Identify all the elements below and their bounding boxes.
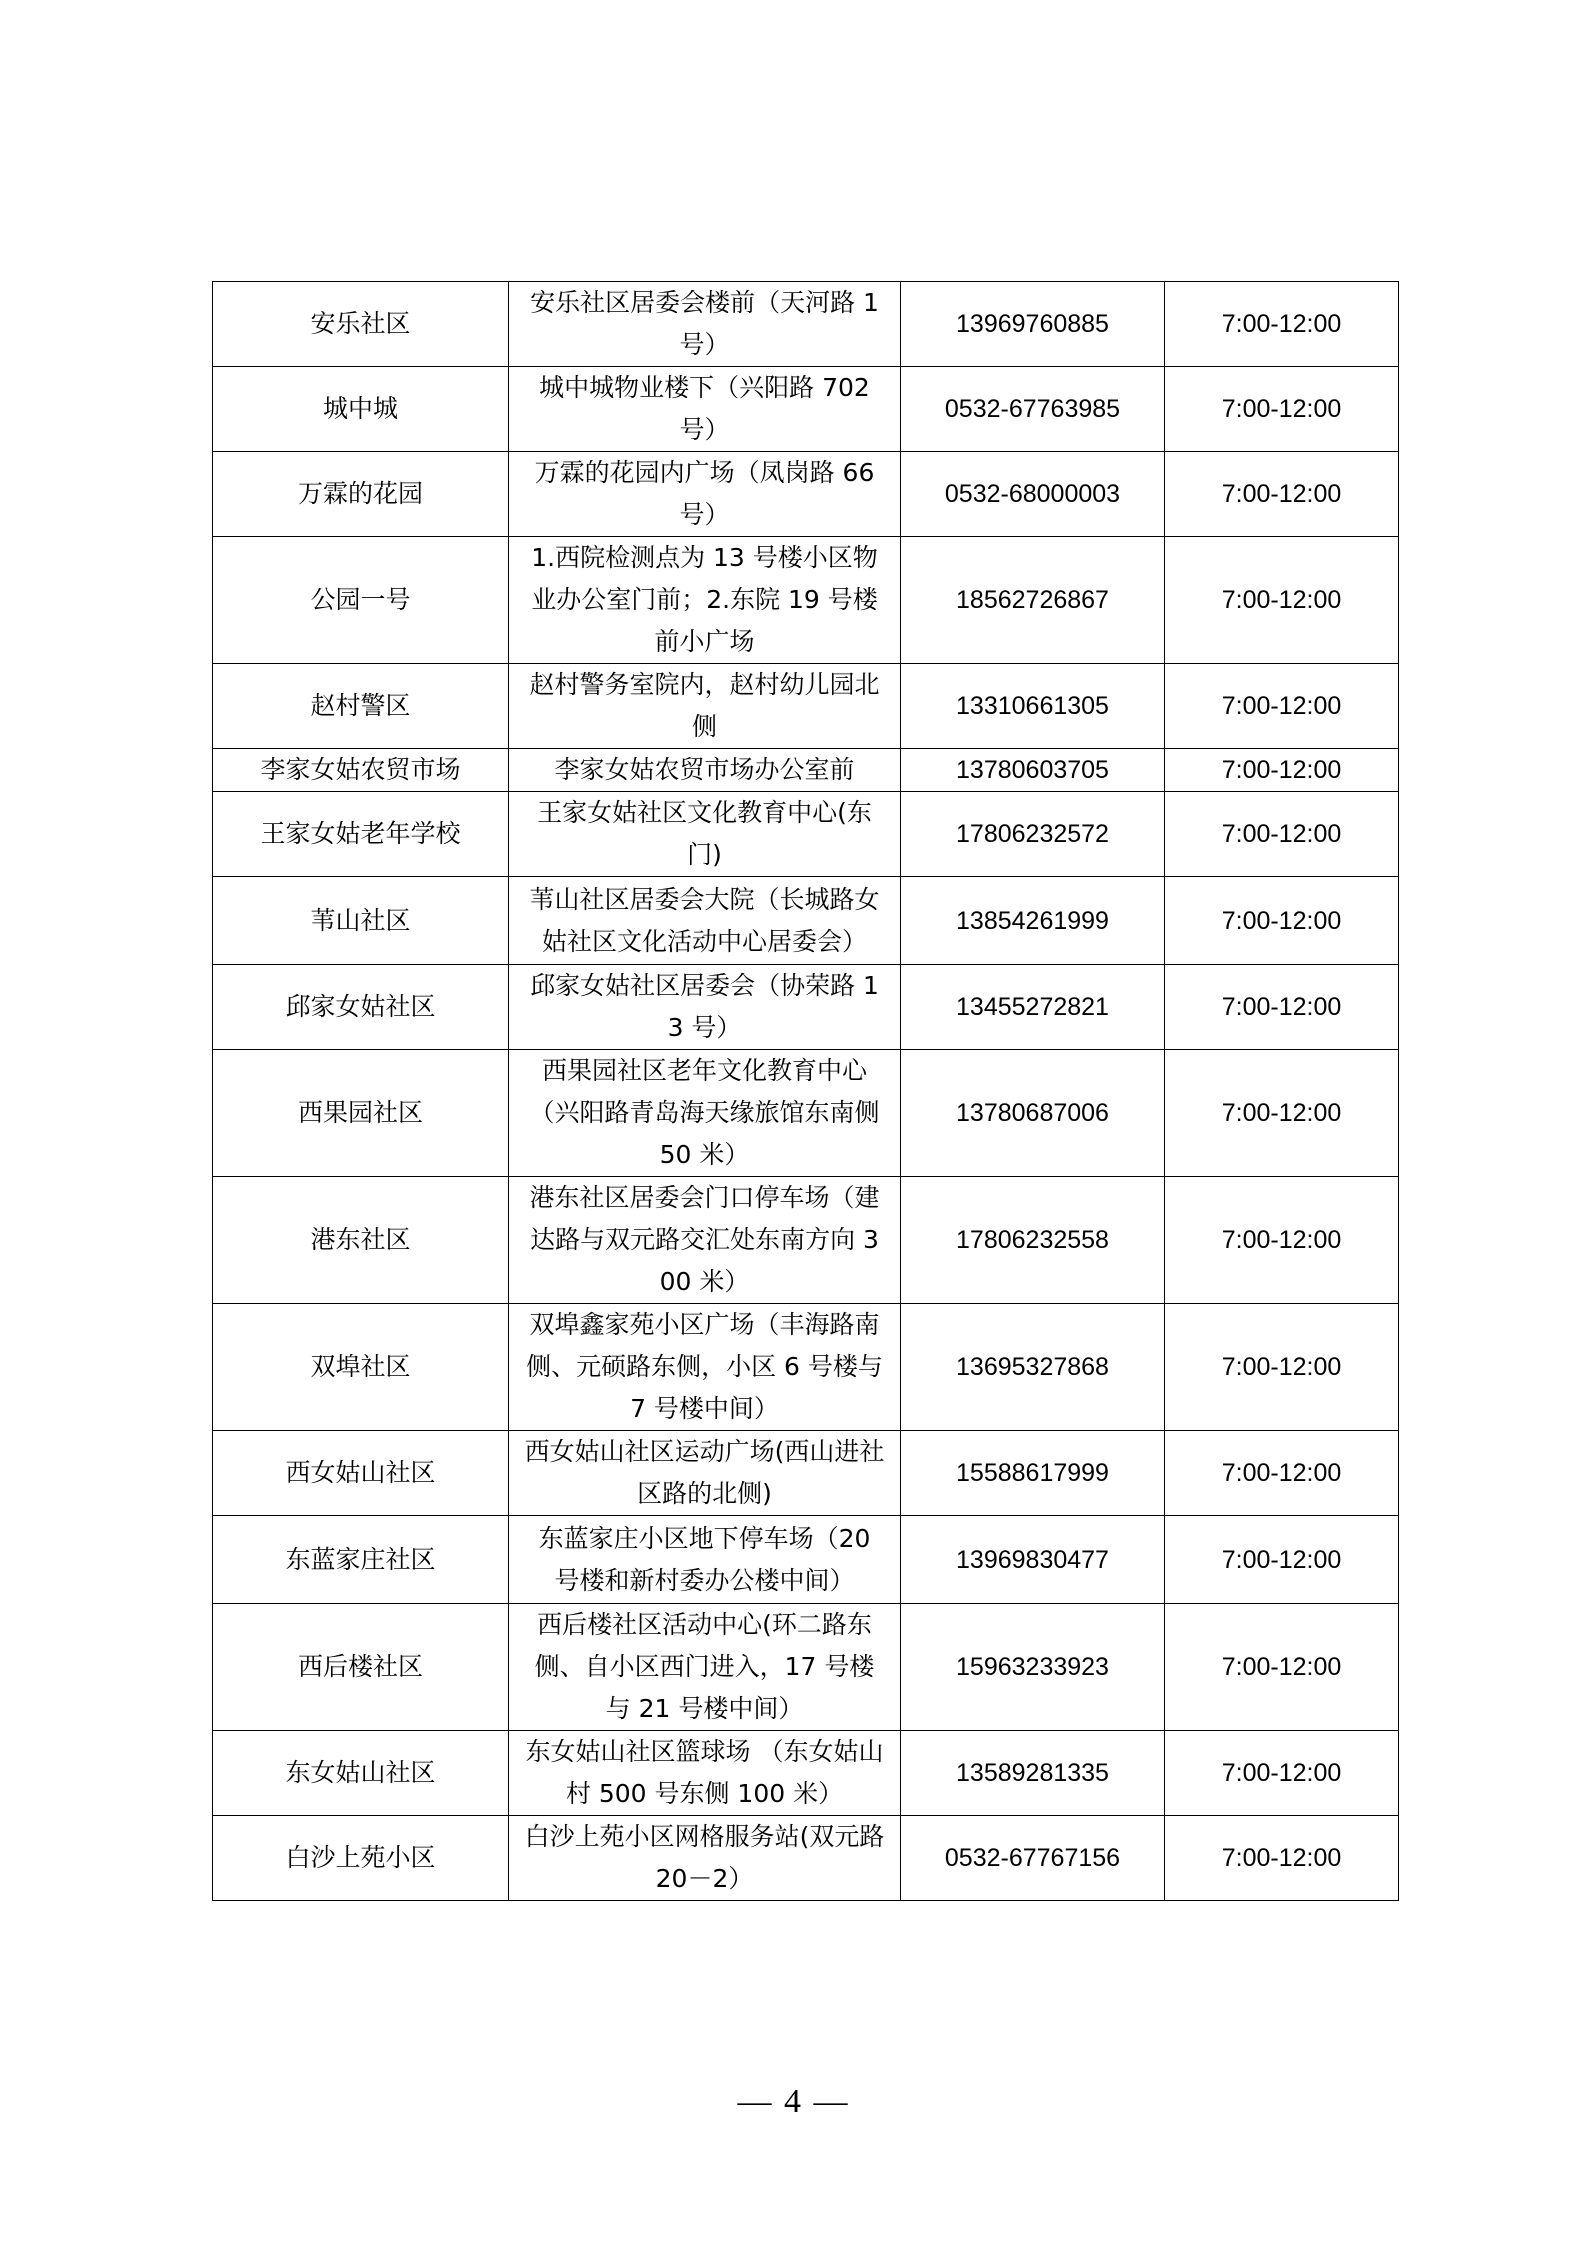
site-hours-cell: 7:00-12:00: [1165, 537, 1399, 664]
site-hours-cell: 7:00-12:00: [1165, 1731, 1399, 1816]
site-hours-cell: 7:00-12:00: [1165, 367, 1399, 452]
site-name-cell: 苇山社区: [213, 877, 509, 965]
site-name-cell: 东女姑山社区: [213, 1731, 509, 1816]
site-hours-cell: 7:00-12:00: [1165, 1516, 1399, 1604]
site-hours-cell: 7:00-12:00: [1165, 877, 1399, 965]
site-phone-cell: 13455272821: [901, 965, 1165, 1050]
site-name-cell: 西女姑山社区: [213, 1431, 509, 1516]
table-row: [213, 877, 1399, 965]
site-location-cell: 万霖的花园内广场（凤岗路 66 号）: [509, 452, 901, 537]
table-row: [213, 749, 1399, 792]
site-phone-cell: 13589281335: [901, 1731, 1165, 1816]
table-row: [213, 965, 1399, 1050]
table-row: [213, 664, 1399, 749]
site-phone-cell: 13969830477: [901, 1516, 1165, 1604]
table-row: [213, 1431, 1399, 1516]
site-phone-cell: 17806232558: [901, 1177, 1165, 1304]
site-hours-cell: 7:00-12:00: [1165, 1431, 1399, 1516]
site-hours-cell: 7:00-12:00: [1165, 965, 1399, 1050]
table-row: [213, 1604, 1399, 1731]
site-location-cell: 邱家女姑社区居委会（协荣路 13 号）: [509, 965, 901, 1050]
site-name-cell: 李家女姑农贸市场: [213, 749, 509, 792]
site-hours-cell: 7:00-12:00: [1165, 452, 1399, 537]
site-location-cell: 西果园社区老年文化教育中心（兴阳路青岛海天缘旅馆东南侧 50 米）: [509, 1050, 901, 1177]
site-location-cell: 双埠鑫家苑小区广场（丰海路南侧、元硕路东侧，小区 6 号楼与 7 号楼中间）: [509, 1304, 901, 1431]
site-hours-cell: 7:00-12:00: [1165, 664, 1399, 749]
site-name-cell: 赵村警区: [213, 664, 509, 749]
site-phone-cell: 13854261999: [901, 877, 1165, 965]
site-phone-cell: 13310661305: [901, 664, 1165, 749]
site-hours-cell: 7:00-12:00: [1165, 282, 1399, 367]
site-name-cell: 白沙上苑小区: [213, 1816, 509, 1901]
site-location-cell: 港东社区居委会门口停车场（建达路与双元路交汇处东南方向 300 米）: [509, 1177, 901, 1304]
site-phone-cell: 13695327868: [901, 1304, 1165, 1431]
site-name-cell: 邱家女姑社区: [213, 965, 509, 1050]
table-row: [213, 282, 1399, 367]
site-location-cell: 东女姑山社区篮球场 （东女姑山村 500 号东侧 100 米）: [509, 1731, 901, 1816]
site-name-cell: 西果园社区: [213, 1050, 509, 1177]
site-hours-cell: 7:00-12:00: [1165, 1304, 1399, 1431]
site-hours-cell: 7:00-12:00: [1165, 1604, 1399, 1731]
site-phone-cell: 13780687006: [901, 1050, 1165, 1177]
site-name-cell: 公园一号: [213, 537, 509, 664]
site-name-cell: 安乐社区: [213, 282, 509, 367]
site-phone-cell: 15963233923: [901, 1604, 1165, 1731]
table-row: [213, 1816, 1399, 1901]
table-row: [213, 452, 1399, 537]
table-row: [213, 792, 1399, 877]
site-name-cell: 万霖的花园: [213, 452, 509, 537]
site-location-cell: 西女姑山社区运动广场(西山进社区路的北侧): [509, 1431, 901, 1516]
site-phone-cell: 0532-67767156: [901, 1816, 1165, 1901]
site-location-cell: 李家女姑农贸市场办公室前: [509, 749, 901, 792]
site-phone-cell: 17806232572: [901, 792, 1165, 877]
site-name-cell: 港东社区: [213, 1177, 509, 1304]
table-row: [213, 367, 1399, 452]
site-location-cell: 东蓝家庄小区地下停车场（20 号楼和新村委办公楼中间）: [509, 1516, 901, 1604]
site-location-cell: 城中城物业楼下（兴阳路 702 号）: [509, 367, 901, 452]
site-location-cell: 1.西院检测点为 13 号楼小区物业办公室门前；2.东院 19 号楼前小广场: [509, 537, 901, 664]
site-hours-cell: 7:00-12:00: [1165, 1050, 1399, 1177]
site-location-cell: 赵村警务室院内，赵村幼儿园北侧: [509, 664, 901, 749]
table-row: [213, 1177, 1399, 1304]
site-hours-cell: 7:00-12:00: [1165, 1816, 1399, 1901]
table-row: [213, 1304, 1399, 1431]
table-row: [213, 1516, 1399, 1604]
site-phone-cell: 15588617999: [901, 1431, 1165, 1516]
site-name-cell: 东蓝家庄社区: [213, 1516, 509, 1604]
site-name-cell: 双埠社区: [213, 1304, 509, 1431]
site-phone-cell: 13969760885: [901, 282, 1165, 367]
site-location-cell: 白沙上苑小区网格服务站(双元路 20－2）: [509, 1816, 901, 1901]
site-name-cell: 城中城: [213, 367, 509, 452]
site-phone-cell: 13780603705: [901, 749, 1165, 792]
site-location-cell: 苇山社区居委会大院（长城路女姑社区文化活动中心居委会）: [509, 877, 901, 965]
site-location-cell: 王家女姑社区文化教育中心(东门): [509, 792, 901, 877]
site-hours-cell: 7:00-12:00: [1165, 749, 1399, 792]
table-body: [213, 282, 1399, 1901]
site-hours-cell: 7:00-12:00: [1165, 1177, 1399, 1304]
site-phone-cell: 18562726867: [901, 537, 1165, 664]
site-hours-cell: 7:00-12:00: [1165, 792, 1399, 877]
page-number: — 4 —: [737, 2083, 850, 2120]
site-location-cell: 西后楼社区活动中心(环二路东侧、自小区西门进入，17 号楼与 21 号楼中间）: [509, 1604, 901, 1731]
table-row: [213, 1050, 1399, 1177]
testing-sites-table: [212, 281, 1399, 1901]
site-name-cell: 王家女姑老年学校: [213, 792, 509, 877]
table-row: [213, 1731, 1399, 1816]
site-location-cell: 安乐社区居委会楼前（天河路 1 号）: [509, 282, 901, 367]
table-row: [213, 537, 1399, 664]
site-phone-cell: 0532-68000003: [901, 452, 1165, 537]
site-name-cell: 西后楼社区: [213, 1604, 509, 1731]
site-phone-cell: 0532-67763985: [901, 367, 1165, 452]
